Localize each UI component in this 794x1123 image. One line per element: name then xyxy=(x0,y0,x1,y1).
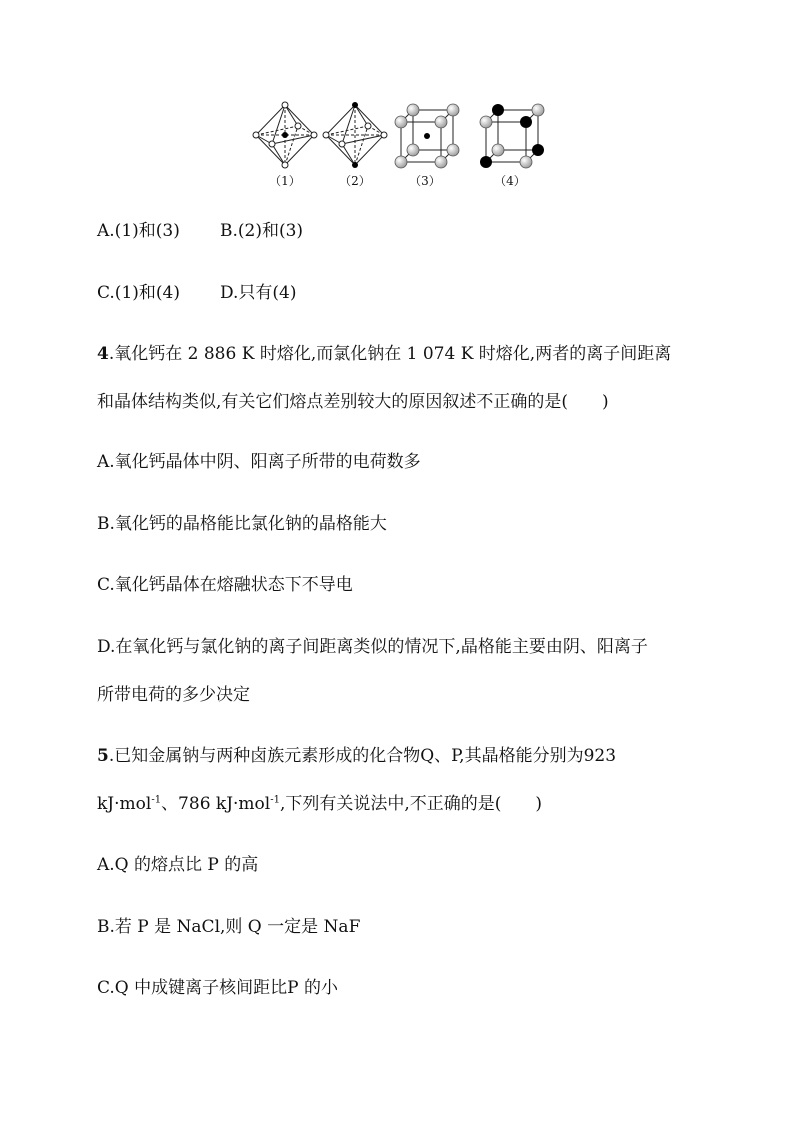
figure-1-octahedron xyxy=(250,100,320,188)
q5-stem-sup-1: -1 xyxy=(151,794,162,806)
q4-stem-text-1: .氧化钙在 2 886 K 时熔化,而氯化钠在 1 074 K 时熔化,两者的离子间距离 xyxy=(108,344,672,364)
figure-1-label: （1） xyxy=(269,174,301,188)
q3-option-c[interactable]: C.(1)和(4) xyxy=(97,283,180,303)
q5-stem-line-2 xyxy=(97,793,542,815)
q5-stem-sup-2: -1 xyxy=(270,794,280,806)
q5-number: 5 xyxy=(97,746,109,766)
q3-options-row-2 xyxy=(97,282,297,304)
q3-option-d[interactable]: D.只有(4) xyxy=(220,283,297,303)
q5-option-b[interactable]: B.若 P 是 NaCl,则 Q 一定是 NaF xyxy=(97,917,361,937)
q4-option-d-line-2[interactable]: 所带电荷的多少决定 xyxy=(97,685,250,705)
q5-stem-line-1 xyxy=(97,745,616,767)
figure-4-cube xyxy=(478,100,546,188)
figure-2-label: （2） xyxy=(339,174,371,188)
crystal-structure-figures xyxy=(250,100,550,190)
q5-stem-unit-1: kJ·mol xyxy=(97,794,152,814)
q5-stem-unit-2: 、786 kJ·mol xyxy=(161,794,271,814)
figure-3-label: （3） xyxy=(409,174,441,188)
q4-option-b[interactable]: B.氧化钙的晶格能比氯化钠的晶格能大 xyxy=(97,514,387,534)
q5-stem-text-1: .已知金属钠与两种卤族元素形成的化合物Q、P,其晶格能分别为923 xyxy=(108,746,617,766)
q5-option-c[interactable]: C.Q 中成键离子核间距比P 的小 xyxy=(97,978,338,998)
q5-option-a[interactable]: A.Q 的熔点比 P 的高 xyxy=(97,855,259,875)
q4-stem-line-1 xyxy=(97,343,671,365)
q3-option-a[interactable]: A.(1)和(3) xyxy=(97,221,180,241)
q4-option-a[interactable]: A.氧化钙晶体中阴、阳离子所带的电荷数多 xyxy=(97,452,421,472)
figure-3-cube xyxy=(393,100,461,188)
q4-option-d-line-1[interactable]: D.在氧化钙与氯化钠的离子间距离类似的情况下,晶格能主要由阴、阳离子 xyxy=(97,637,648,657)
q4-number: 4 xyxy=(97,344,109,364)
q5-stem-text-2: ,下列有关说法中,不正确的是( ) xyxy=(279,794,543,814)
q3-options-row-1 xyxy=(97,220,304,242)
figure-2-octahedron xyxy=(320,100,390,188)
q4-stem-line-2: 和晶体结构类似,有关它们熔点差别较大的原因叙述不正确的是( ) xyxy=(97,392,609,412)
figure-4-label: （4） xyxy=(494,174,526,188)
q4-option-c[interactable]: C.氧化钙晶体在熔融状态下不导电 xyxy=(97,575,353,595)
q3-option-b[interactable]: B.(2)和(3) xyxy=(220,221,304,241)
